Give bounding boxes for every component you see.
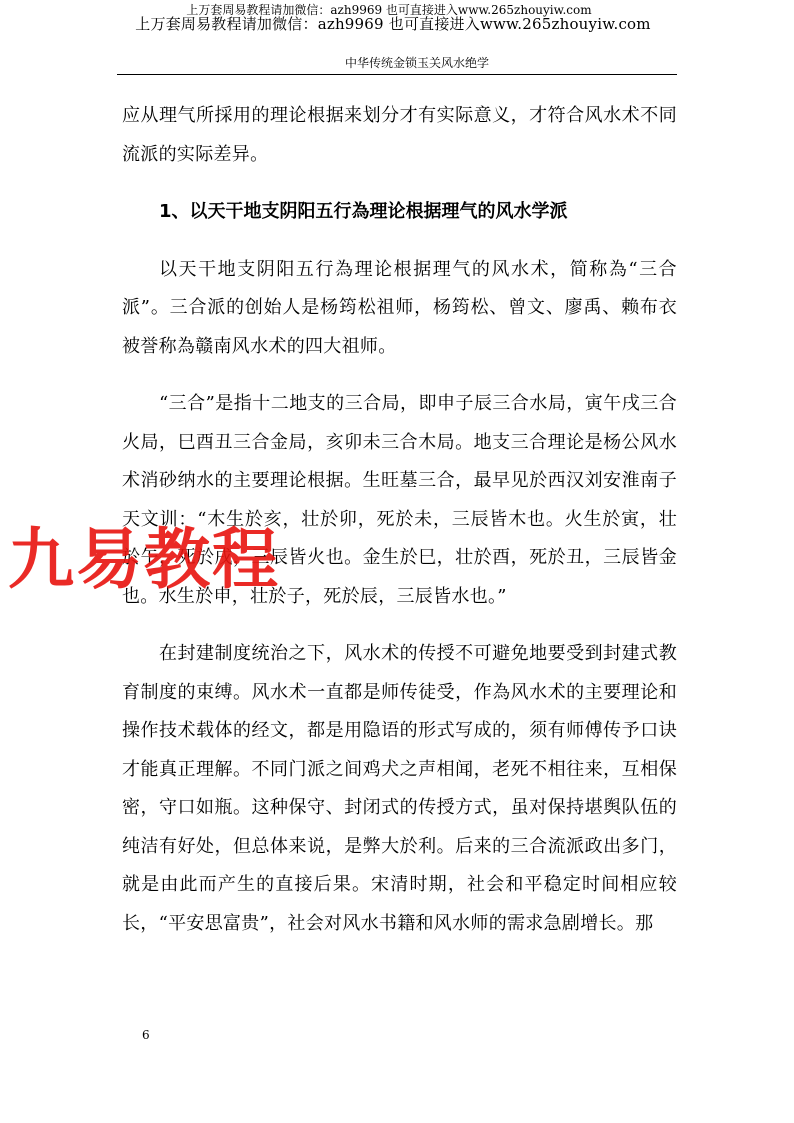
watermark-logo-text: 九易教程	[8, 521, 280, 598]
page-number: 6	[142, 1028, 150, 1042]
header-divider	[117, 74, 677, 75]
body-paragraph-1: 以天干地支阴阳五行為理论根据理气的风水术，简称為“三合派”。三合派的创始人是杨筠松祖师，杨筠松、曾文、廖禹、赖布衣被誉称為赣南风水术的四大祖师。	[122, 258, 677, 357]
body-paragraph-3: 在封建制度统治之下，风水术的传授不可避免地要受到封建式教育制度的束缚。风水术一直都是师传徒受，作為风水术的主要理论和操作技术载体的经文，都是用隐语的形式写成的，须有师傅传予口诀才能真正理解。不同门派之间鸡犬之声相闻，老死不相往来，互相保密，守口如瓶。这种保守、封闭式的传授方式，虽对保持堪舆队伍的纯洁有好处，但总体来说，是弊大於利。后来的三合流派政出多门，就是由此而产生的直接后果。宋清时期，社会和平稳定时间相应较长，“平安思富贵”，社会对风水书籍和风水师的需求急剧增长。那	[122, 643, 677, 934]
section-heading: 1、以天干地支阴阳五行為理论根据理气的风水学派	[159, 201, 568, 222]
body-paragraph-2: “三合”是指十二地支的三合局，即申子辰三合水局，寅午戌三合火局，巳酉丑三合金局，亥卯未三合木局。地支三合理论是杨公风水术消砂纳水的主要理论根据。生旺墓三合，最早见於西汉刘安淮南子天文训：“木生於亥，壮於卯，死於未，三辰皆木也。火生於寅，壮於午，死於戌，三辰皆火也。金生於巳，壮於酉，死於丑，三辰皆金也。水生於申，壮於子，死於辰，三辰皆水也。”	[122, 393, 677, 607]
promo-line-top: 上万套周易教程请加微信：azh9969 也可直接进入www.265zhouyiw.com	[186, 3, 592, 17]
intro-paragraph: 应从理气所採用的理论根据来划分才有实际意义，才符合风水术不同流派的实际差异。	[122, 105, 677, 165]
promo-line-main: 上万套周易教程请加微信：azh9969 也可直接进入www.265zhouyiw.com	[135, 15, 651, 33]
running-header-title: 中华传统金锁玉关风水绝学	[344, 56, 489, 70]
